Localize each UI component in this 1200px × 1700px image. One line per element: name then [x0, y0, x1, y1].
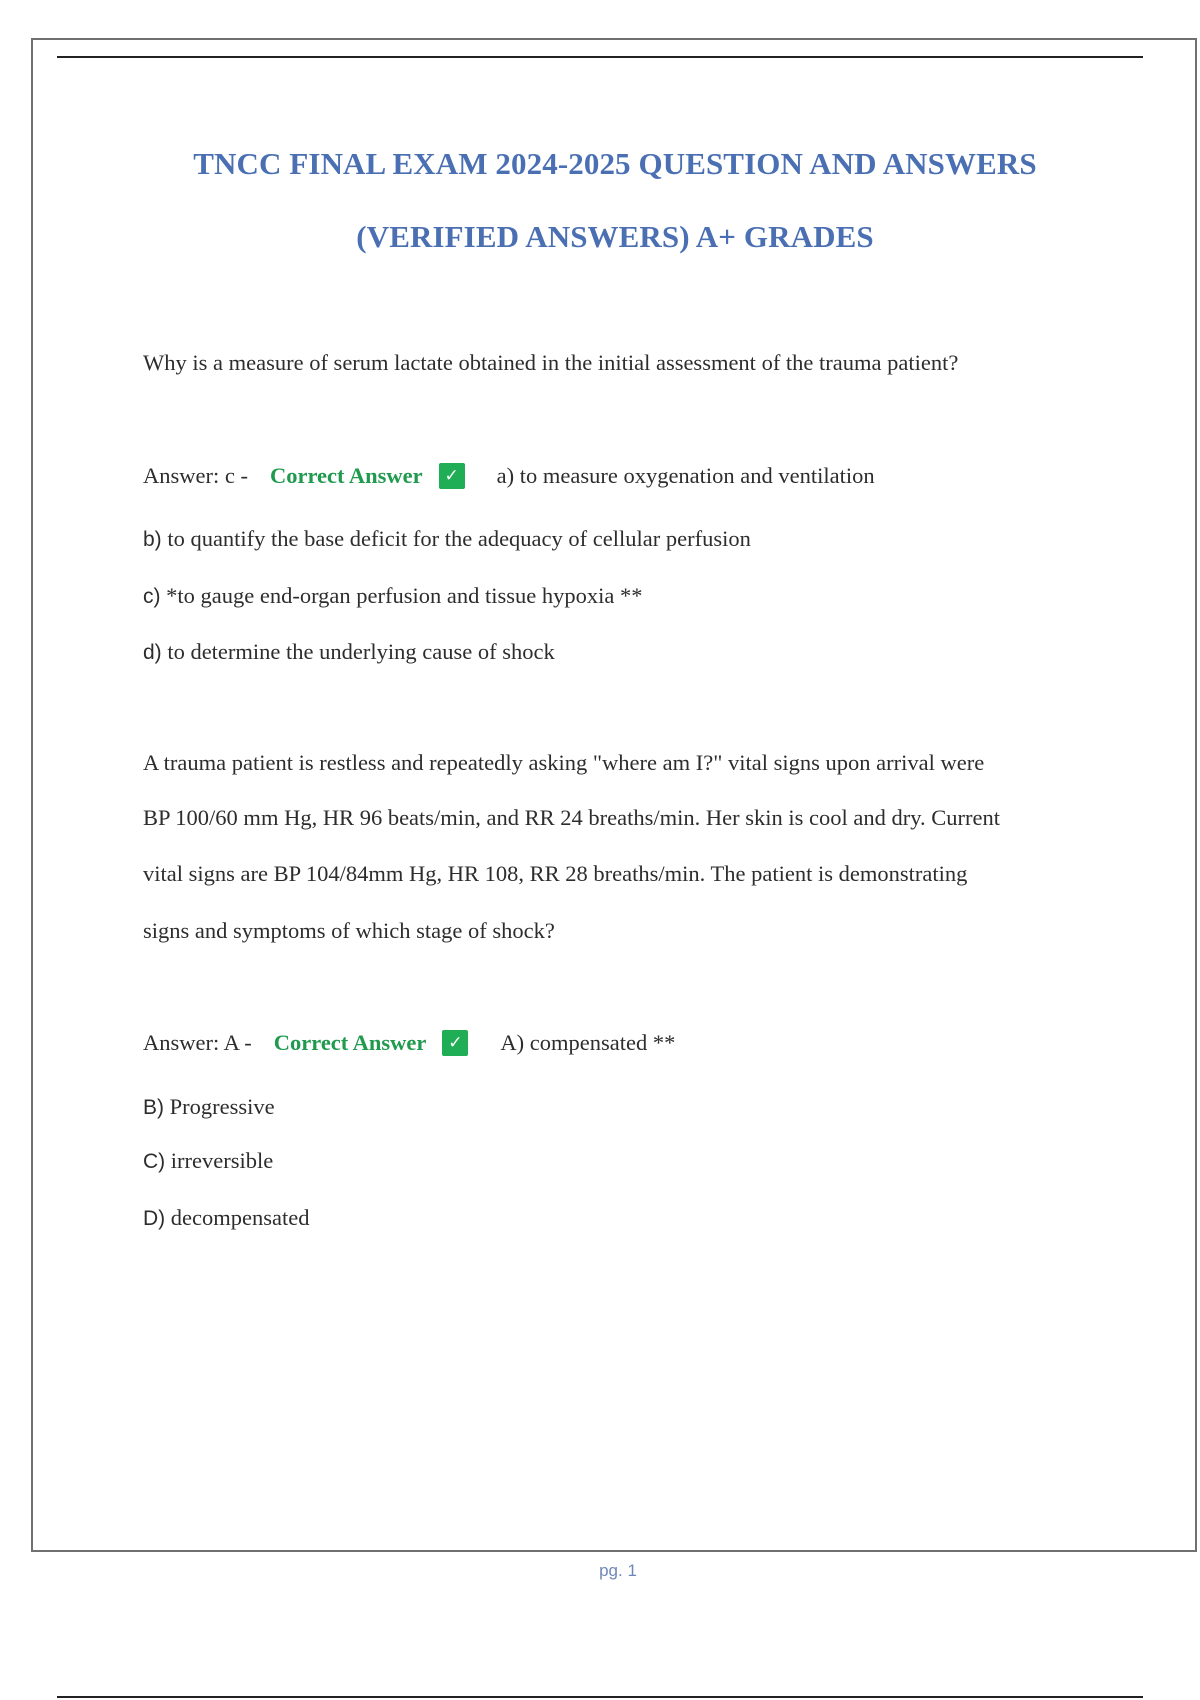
answer-prefix: Answer: c - — [143, 463, 248, 488]
page-number: pg. 1 — [599, 1561, 637, 1580]
question-2-line3: vital signs are BP 104/84mm Hg, HR 108, RR 28 breaths/min. The patient is demonstrating — [143, 861, 968, 886]
answer-prefix: Answer: A - — [143, 1030, 252, 1055]
first-option: a) to measure oxygenation and ventilation — [496, 463, 875, 488]
option-letter: d) — [143, 641, 162, 664]
option-B — [143, 1094, 275, 1120]
first-option: A) compensated ** — [500, 1030, 676, 1055]
question-2-answer — [143, 1030, 675, 1056]
option-letter: C) — [143, 1150, 166, 1173]
option-text: to determine the underlying cause of shock — [167, 639, 555, 664]
page-frame — [31, 38, 1197, 1552]
document-title-line1: TNCC FINAL EXAM 2024-2025 QUESTION AND ANSWERS — [193, 146, 1037, 181]
option-C — [143, 1148, 273, 1174]
option-letter: b) — [143, 528, 162, 551]
bottom-rule — [57, 1696, 1143, 1698]
option-letter: B) — [143, 1096, 164, 1119]
correct-answer-label: Correct Answer — [273, 1030, 427, 1055]
option-text: *to gauge end-organ perfusion and tissue hypoxia ** — [166, 583, 643, 608]
question-1-answer — [143, 463, 875, 489]
option-D — [143, 1205, 310, 1231]
checkmark-icon: ✓ — [439, 463, 465, 489]
document-title-line2: (VERIFIED ANSWERS) A+ GRADES — [356, 219, 874, 254]
question-2-line2: BP 100/60 mm Hg, HR 96 beats/min, and RR 24 breaths/min. Her skin is cool and dry. Current — [143, 805, 1001, 830]
option-text: Progressive — [169, 1094, 275, 1119]
question-2-line1: A trauma patient is restless and repeatedly asking "where am I?" vital signs upon arrival were — [143, 750, 985, 775]
option-letter: c) — [143, 585, 161, 608]
option-text: irreversible — [170, 1148, 274, 1173]
checkmark-icon: ✓ — [442, 1030, 468, 1056]
option-d — [143, 639, 555, 665]
question-2-line4: signs and symptoms of which stage of shock? — [143, 918, 555, 943]
option-text: to quantify the base deficit for the adequacy of cellular perfusion — [167, 526, 751, 551]
correct-answer-label: Correct Answer — [269, 463, 423, 488]
option-text: decompensated — [170, 1205, 310, 1230]
option-b — [143, 526, 751, 552]
option-c — [143, 583, 642, 609]
question-1-text: Why is a measure of serum lactate obtained in the initial assessment of the trauma patient? — [143, 350, 959, 375]
option-letter: D) — [143, 1207, 166, 1230]
